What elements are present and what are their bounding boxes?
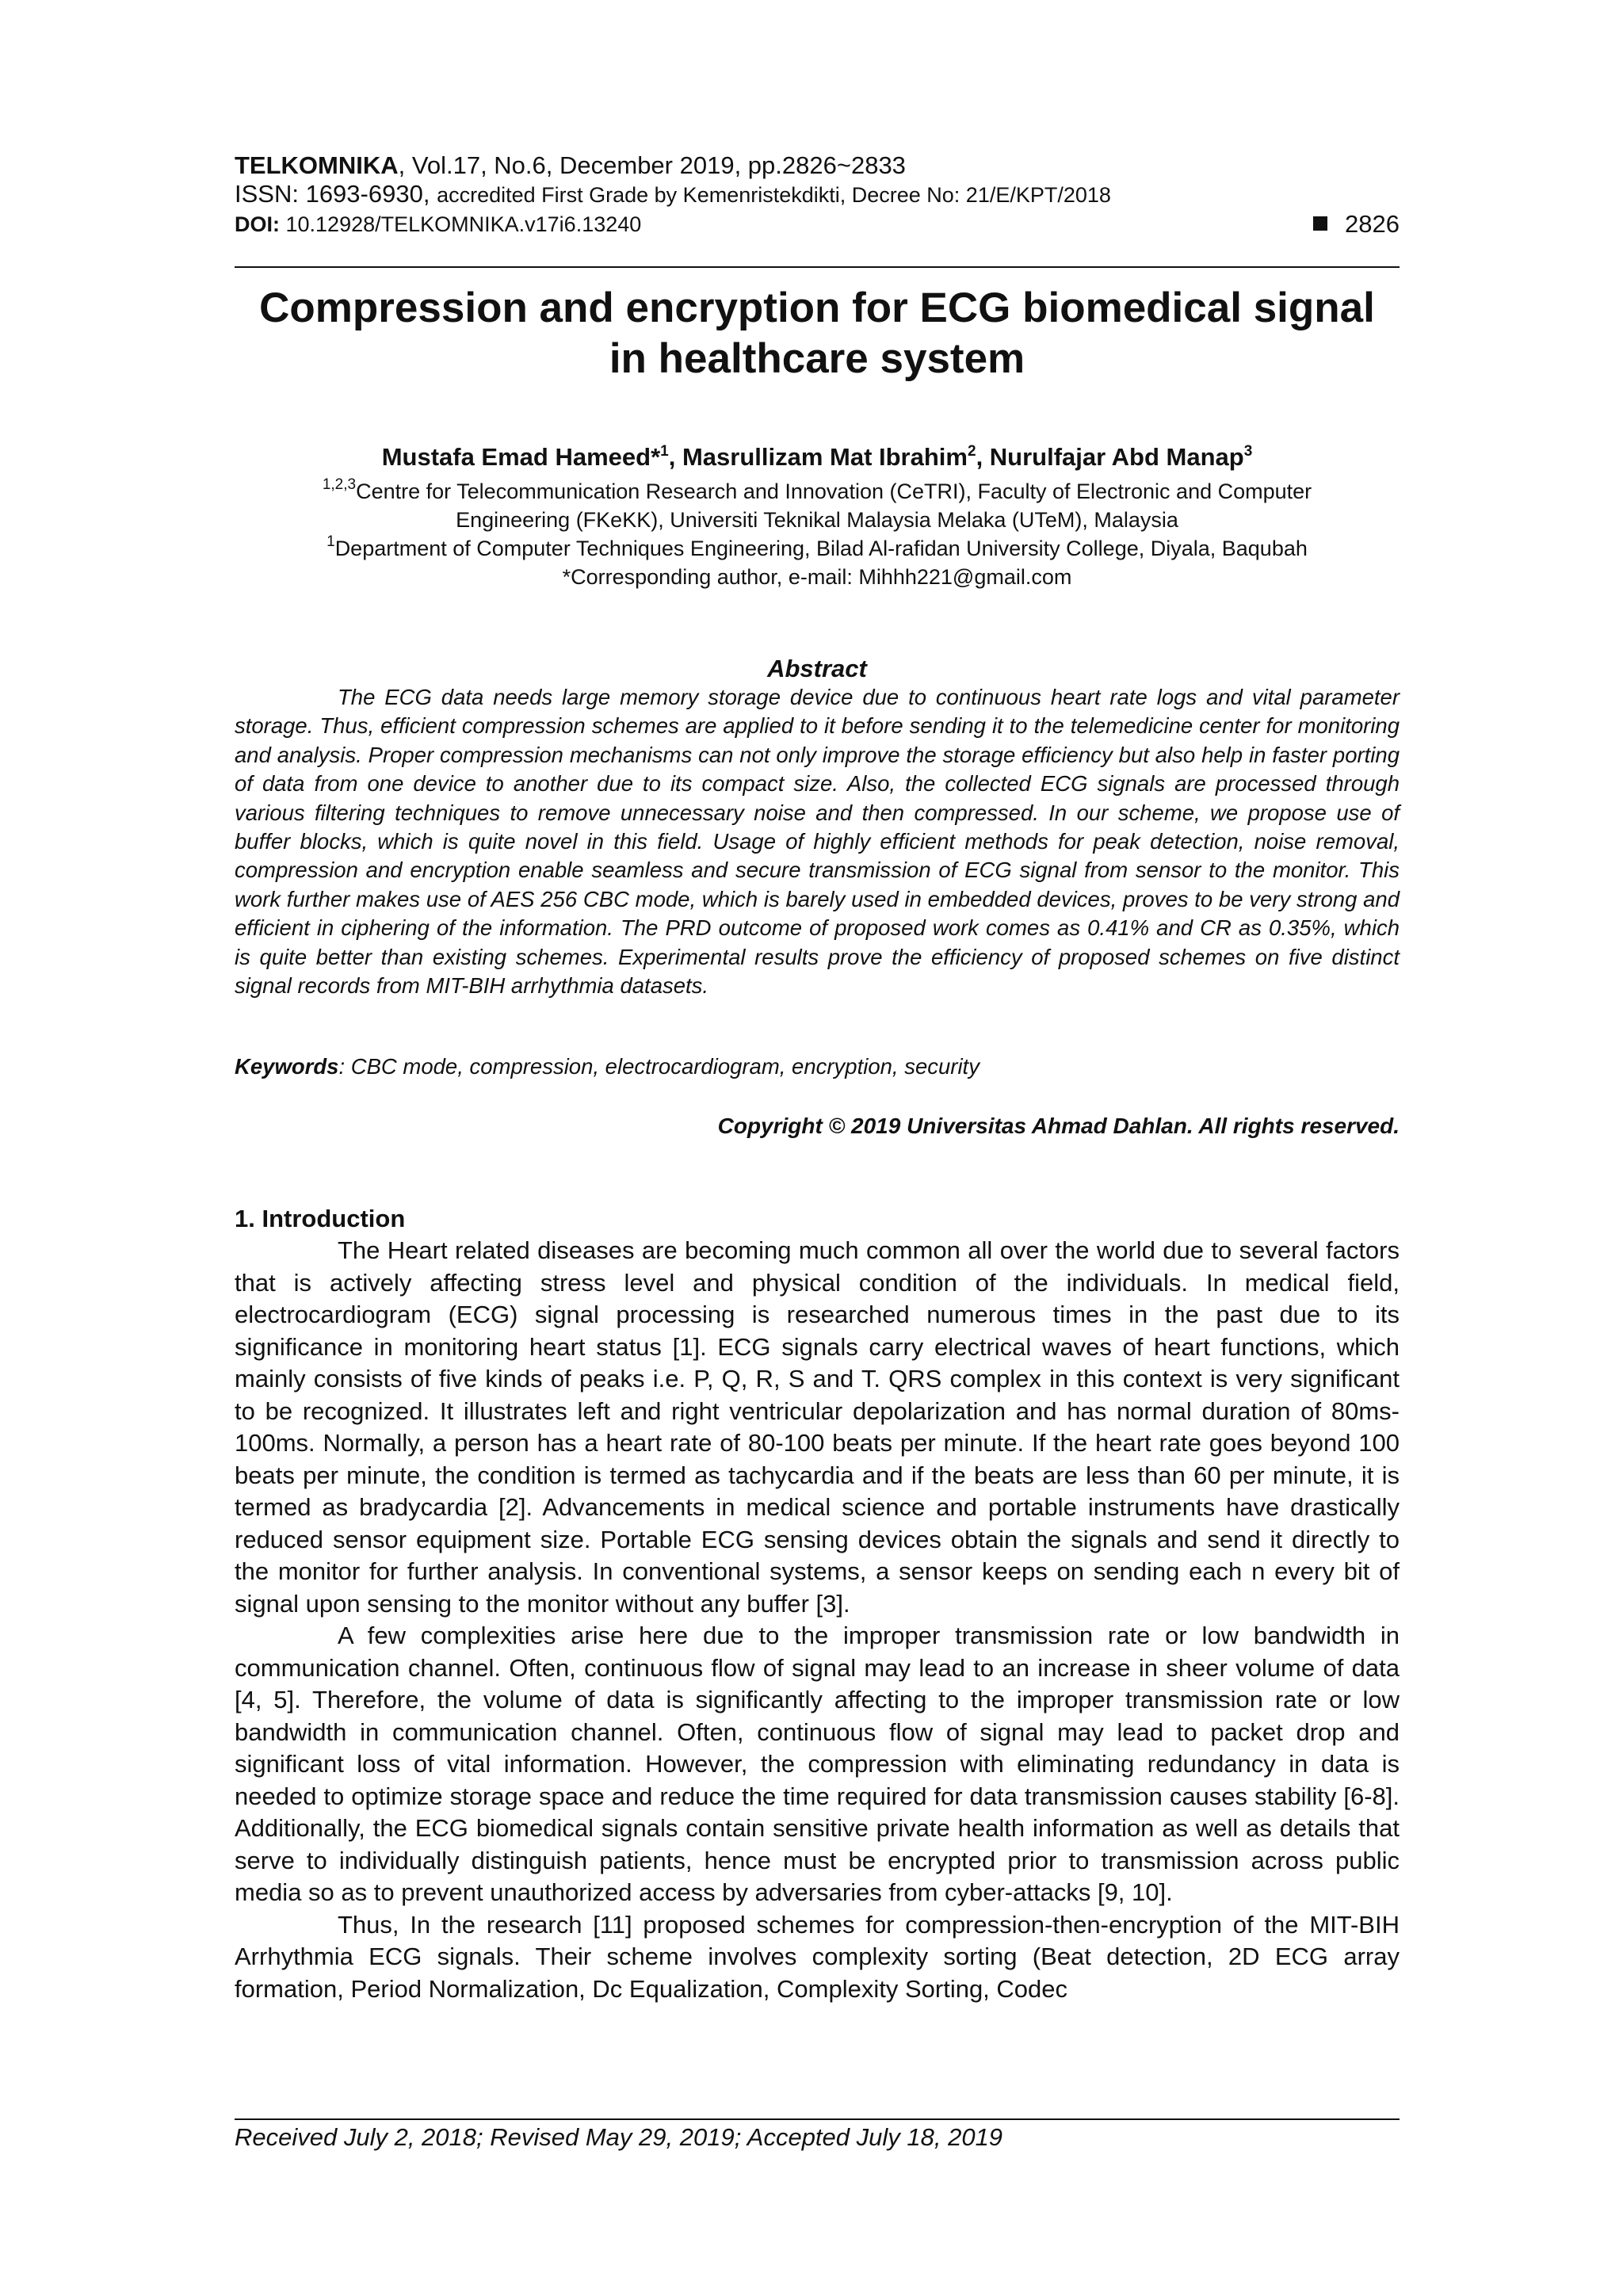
- keywords-label: Keywords: [235, 1054, 339, 1079]
- doi-label: DOI:: [235, 212, 286, 236]
- author-2: , Masrullizam Mat Ibrahim: [668, 443, 968, 471]
- paper-title: [235, 283, 1400, 384]
- keywords: [235, 1054, 1400, 1079]
- affiliation-2-text: Department of Computer Techniques Engineering, Bilad Al-rafidan University College, Diyala, Baqubah: [334, 537, 1308, 560]
- paragraph-2: A few complexities arise here due to the improper transmission rate or low bandwidth in communication channel. Often, continuous flow of signal may lead to an increase in sheer volume of data [4, 5]. Therefore, the volume of data is significantly affecting to the improper transmission rate or low bandwidth in communication channel. Often, continuous flow of signal may lead to packet drop and significant loss of vital information. However, the compression with eliminating redundancy in data is needed to optimize storage space and reduce the time required for data transmission causes stability [6-8]. Additionally, the ECG biomedical signals contain sensitive private health information as well as details that serve to individually distinguish patients, hence must be encrypted prior to transmission across public media so as to prevent unauthorized access by adversaries from cyber-attacks [9, 10].: [235, 1622, 1400, 1906]
- affiliation-1-line-2: Engineering (FKeKK), Universiti Teknikal Malaysia Melaka (UTeM), Malaysia: [456, 508, 1178, 532]
- author-2-affil: 2: [967, 443, 976, 460]
- abstract-heading: Abstract: [767, 655, 867, 682]
- journal-header: [235, 151, 1400, 239]
- affiliation-2: [235, 534, 1400, 563]
- journal-volume: , Vol.17, No.6, December 2019, pp.2826~2833: [398, 151, 906, 179]
- doi-link[interactable]: 10.12928/TELKOMNIKA.v17i6.13240: [285, 212, 642, 236]
- affiliation-1-marker: 1,2,3: [322, 476, 357, 493]
- header-divider: [235, 266, 1400, 268]
- author-list: [235, 442, 1400, 472]
- paragraph-1: The Heart related diseases are becoming much common all over the world due to several factors that is actively affecting stress level and physical condition of the individuals. In medical field, electrocardiogram (ECG) signal processing is researched numerous times in the past due to its significance in monitoring heart status [1]. ECG signals carry electrical waves of heart functions, which mainly consists of five kinds of peaks i.e. P, Q, R, S and T. QRS complex in this context is very significant to be recognized. It illustrates left and right ventricular depolarization and has normal duration of 80ms-100ms. Normally, a person has a heart rate of 80-100 beats per minute. If the heart rate goes beyond 100 beats per minute, the condition is termed as tachycardia and if the beats are less than 60 per minute, it is termed as bradycardia [2]. Advancements in medical science and portable instruments have drastically reduced sensor equipment size. Portable ECG sensing devices obtain the signals and send it directly to the monitor for further analysis. In conventional systems, a sensor keeps on sending each n every bit of signal upon sensing to the monitor without any buffer [3].: [235, 1236, 1400, 1618]
- journal-name: TELKOMNIKA: [235, 151, 399, 179]
- abstract-text: The ECG data needs large memory storage device due to continuous heart rate logs and vital parameter storage. Thus, efficient compression schemes are applied to it before sending it to the telemedicine center for monitoring and analysis. Proper compression mechanisms can not only improve the storage efficiency but also help in faster porting of data from one device to another due to its compact size. Also, the collected ECG signals are processed through various filtering techniques to remove unnecessary noise and then compressed. In our scheme, we propose use of buffer blocks, which is quite novel in this field. Usage of highly efficient methods for peak detection, noise removal, compression and encryption enable seamless and secure transmission of ECG signal from sensor to the monitor. This work further makes use of AES 256 CBC mode, which is barely used in embedded devices, proves to be very strong and efficient in ciphering of the information. The PRD outcome of proposed work comes as 0.41% and CR as 0.35%, which is quite better than existing schemes. Experimental results prove the efficiency of proposed schemes on five distinct signal records from MIT-BIH arrhythmia datasets.: [235, 685, 1400, 999]
- page-number: [1313, 209, 1400, 239]
- author-3-affil: 3: [1243, 443, 1253, 460]
- page-number-value: 2826: [1345, 210, 1400, 238]
- doi-line: [235, 209, 1400, 239]
- affiliation-1: [235, 477, 1400, 506]
- author-3: , Nurulfajar Abd Manap: [976, 443, 1244, 471]
- footer-divider: [235, 2118, 1400, 2120]
- corresponding-author: *Corresponding author, e-mail: Mihhh221@gmail.com: [562, 565, 1072, 589]
- copyright-notice: Copyright © 2019 Universitas Ahmad Dahlan. All rights reserved.: [717, 1114, 1400, 1138]
- received-dates: Received July 2, 2018; Revised May 29, 2019; Accepted July 18, 2019: [235, 2123, 1003, 2151]
- issn-line: [235, 180, 1400, 209]
- author-1: Mustafa Emad Hameed*: [381, 443, 661, 471]
- section-body: [235, 1235, 1400, 2005]
- journal-citation: [235, 151, 1400, 180]
- affiliation-1-line-1: Centre for Telecommunication Research and Innovation (CeTRI), Faculty of Electronic and Computer: [356, 479, 1312, 503]
- author-1-affil: 1: [660, 443, 669, 460]
- keywords-text: : CBC mode, compression, electrocardiogram, encryption, security: [338, 1054, 980, 1079]
- affiliation-2-marker: 1: [327, 533, 335, 550]
- affiliations: [235, 477, 1400, 591]
- title-line-2: in healthcare system: [609, 335, 1025, 382]
- square-bullet-icon: [1313, 216, 1327, 231]
- section-heading: 1. Introduction: [235, 1205, 406, 1232]
- paragraph-3: Thus, In the research [11] proposed schemes for compression-then-encryption of the MIT-BIH Arrhythmia ECG signals. Their scheme involves complexity sorting (Beat detection, 2D ECG array formation, Period Normalization, Dc Equalization, Complexity Sorting, Codec: [235, 1910, 1400, 2003]
- title-line-1: Compression and encryption for ECG biomedical signal: [259, 285, 1375, 331]
- accreditation: accredited First Grade by Kemenristekdikti, Decree No: 21/E/KPT/2018: [437, 183, 1111, 207]
- issn: ISSN: 1693-6930,: [235, 180, 437, 208]
